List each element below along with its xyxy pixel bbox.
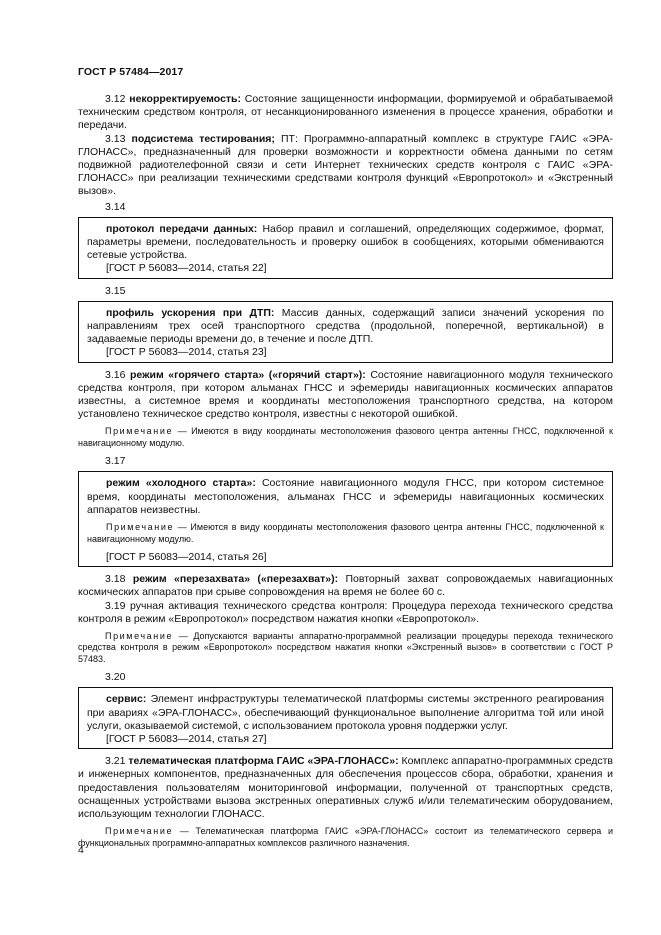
term-box-3-14: протокол передачи данных: Набор правил и соглашений, определяющих содержимое, формат, параметры времени, последовательность и проверку ошибок в сообщениях, которыми обмениваются сетевые устройства. [ГОСТ Р 56083—2014, статья 22] [78, 217, 613, 279]
note: Примечание — Телематическая платформа ГАИС «ЭРА-ГЛОНАСС» состоит из телематического сервера и функциональных программно-аппаратных комплексов различного назначения. [78, 826, 613, 848]
document-header: ГОСТ Р 57484—2017 [78, 66, 184, 78]
term-number: 3.17 [105, 455, 126, 468]
citation: [ГОСТ Р 56083—2014, статья 23] [106, 346, 267, 359]
page-number: 4 [78, 844, 84, 856]
note: Примечание — Допускаются варианты аппаратно-программной реализации процедуры перехода технического средства контроля в режим «Европротокол» посредством нажатия кнопки «Экстренный вызов» в соответствии с ГОСТ Р 57483. [78, 630, 613, 664]
term-box-3-15: профиль ускорения при ДТП: Массив данных, содержащий записи значений ускорения по направлениям трех осей транспортного средства (продольной, поперечной, вертикальной) в задаваемые периоды времени до, в течение и после ДТП. [ГОСТ Р 56083—2014, статья 23] [78, 301, 613, 363]
citation: [ГОСТ Р 56083—2014, статья 27] [106, 732, 267, 745]
term-number: 3.15 [105, 284, 126, 297]
term-number: 3.14 [105, 200, 126, 213]
note: Примечание — Имеются в виду координаты местоположения фазового центра антенны ГНСС, подключенной к навигационному модулю. [87, 522, 604, 544]
term-3-16: 3.16 режим «горячего старта» («горячий старт»): Состояние навигационного модуля технического средства контроля, при котором альманах ГНСС и эфемериды навигационных космических аппаратов известны, а системное время и координаты местоположения транспортного средства, на котором установлено техническое средство контроля, известны с некоторой ошибкой. [78, 368, 613, 421]
note: Примечание — Имеются в виду координаты местоположения фазового центра антенны ГНСС, подключенной к навигационному модулю. [78, 426, 613, 448]
term-3-13: 3.13 подсистема тестирования; ПТ: Программно-аппаратный комплекс в структуре ГАИС «ЭРА-ГЛОНАСС», предназначенный для проверки возможности и корректности обмена данными по сетям подвижной радиотелефонной связи и сети Интернет технических средств контроля с ГАИС «ЭРА-ГЛОНАСС» при реализации техническими средствами контроля функций «Европротокол» и «Экстренный вызов». [78, 132, 613, 198]
document-body [78, 93, 613, 855]
term-box-3-20: сервис: Элемент инфраструктуры телематической платформы системы экстренного реагирования при авариях «ЭРА-ГЛОНАСС», обеспечивающий функциональное выполнение алгоритма той или иной услуги, оказываемой системой, с использованием протокола уровня поддержки услуг. [ГОСТ Р 56083—2014, статья 27] [78, 687, 613, 749]
term-3-19: 3.19 ручная активация технического средства контроля: Процедура перехода технического средства контроля в режим «Европротокол» посредством нажатия кнопки «Европротокол». [78, 599, 613, 625]
term-box-3-17: режим «холодного старта»: Состояние навигационного модуля ГНСС, при котором системное время, координаты местоположения, альманах ГНСС и эфемериды навигационных космических аппаратов неизвестны. Примечание — Имеются в виду координаты местоположения фазового центра антенны ГНСС, подключенной к навигационному модулю. [ГОСТ Р 56083—2014, статья 26] [78, 471, 613, 567]
citation: [ГОСТ Р 56083—2014, статья 26] [106, 550, 267, 563]
term-number: 3.20 [105, 671, 126, 684]
term-3-21: 3.21 телематическая платформа ГАИС «ЭРА-ГЛОНАСС»: Комплекс аппаратно-программных средств и инженерных компонентов, предназначенных для обеспечения процессов сбора, обработки, хранения и предоставления пользователям мониторинговой информации, полученной от транспортных средств, оснащенных устройствами вызова экстренных оперативных служб и/или телематическим оборудованием, использующим технологии ГЛОНАСС. [78, 755, 613, 820]
term-3-12: 3.12 некорректируемость: Состояние защищенности информации, формируемой и обрабатываемой техническим средством контроля, от несанкционированного изменения в процессе хранения, обработки и передачи. [78, 93, 613, 132]
term-3-18: 3.18 режим «перезахвата» («перезахват»): Повторный захват сопровождаемых навигационных космических аппаратов при срыве сопровождения на время не более 60 с. [78, 573, 614, 599]
citation: [ГОСТ Р 56083—2014, статья 22] [106, 262, 267, 275]
